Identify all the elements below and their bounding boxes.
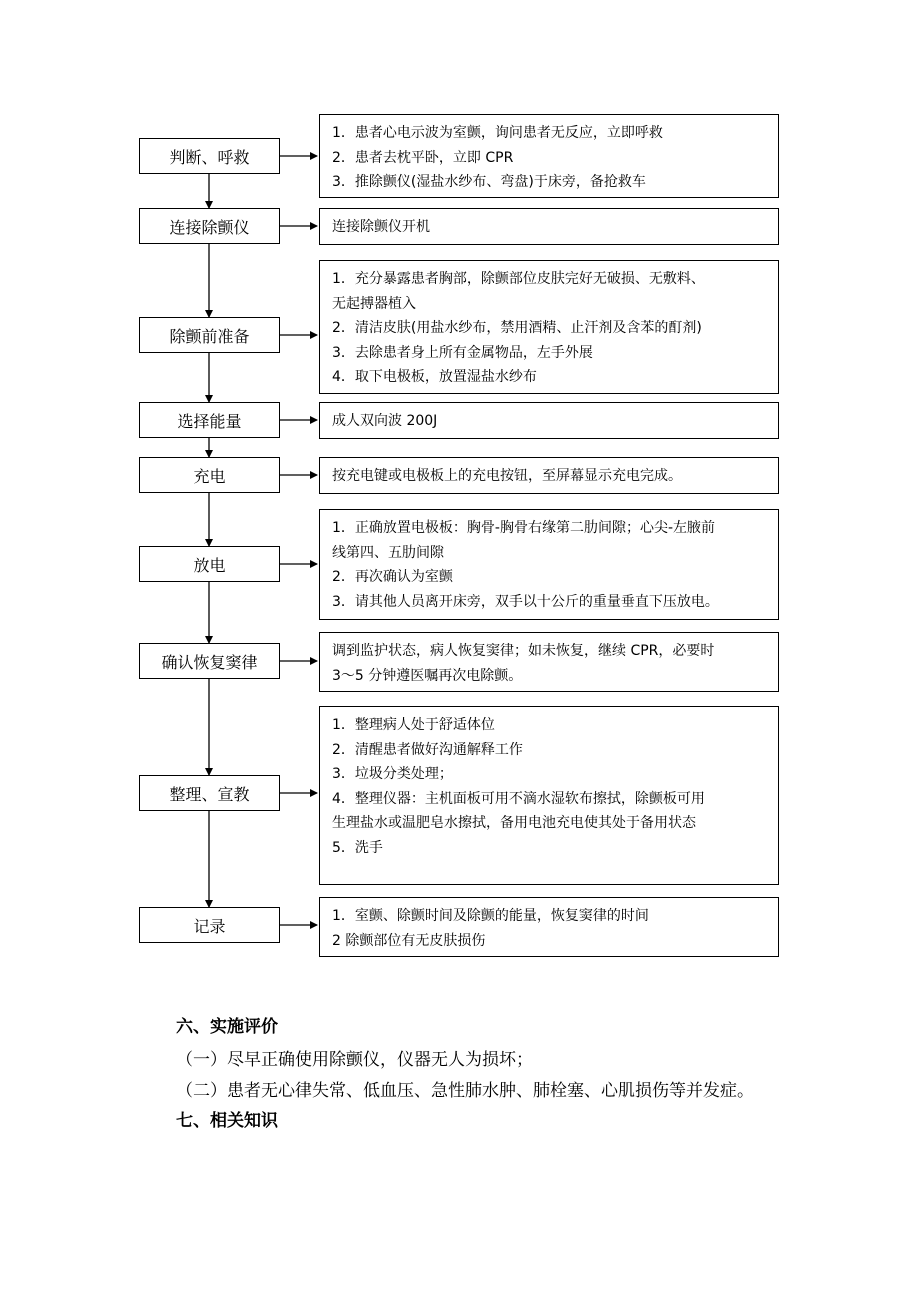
step-box-connect-defibrillator: 连接除颤仪 <box>139 208 280 244</box>
detail-line: 线第四、五肋间隙 <box>332 544 444 561</box>
detail-line: 连接除颤仪开机 <box>332 219 430 235</box>
detail-line: 4．取下电极板，放置湿盐水纱布 <box>332 369 537 385</box>
detail-line: 生理盐水或温肥皂水擦拭，备用电池充电使其处于备用状态 <box>332 815 696 831</box>
detail-box-connect-defibrillator <box>319 208 779 245</box>
detail-box-charge <box>319 457 779 494</box>
step-box-record: 记录 <box>139 907 280 943</box>
detail-line: 2．清洁皮肤(用盐水纱布，禁用酒精、止汗剂及含苯的酊剂) <box>332 320 702 336</box>
detail-line: 调到监护状态，病人恢复窦律；如未恢复，继续 CPR，必要时 <box>332 643 715 659</box>
detail-line: 2．清醒患者做好沟通解释工作 <box>332 741 523 758</box>
detail-line: 3．垃圾分类处理； <box>332 766 453 782</box>
detail-line: 1．整理病人处于舒适体位 <box>332 717 495 733</box>
detail-line: 5．洗手 <box>332 839 383 856</box>
detail-line: 1．室颤、除颤时间及除颤的能量，恢复窦律的时间 <box>332 908 649 924</box>
detail-box-pre-defibrillation <box>319 260 779 394</box>
section-6-item-2: （二）患者无心律失常、低血压、急性肺水肿、肺栓塞、心肌损伤等并发症。 <box>176 1081 754 1101</box>
detail-line: 4．整理仪器：主机面板可用不滴水湿软布擦拭，除颤板可用 <box>332 790 705 807</box>
step-box-select-energy: 选择能量 <box>139 402 280 438</box>
detail-line: 1．患者心电示波为室颤，询问患者无反应，立即呼救 <box>332 125 663 141</box>
detail-line: 按充电键或电极板上的充电按钮，至屏幕显示充电完成。 <box>332 468 682 484</box>
step-box-pre-defibrillation: 除颤前准备 <box>139 317 280 353</box>
detail-line: 2．患者去枕平卧，立即 CPR <box>332 149 514 166</box>
detail-line: 成人双向波 200J <box>332 413 438 429</box>
detail-line: 3．去除患者身上所有金属物品，左手外展 <box>332 344 593 361</box>
detail-line: 3．请其他人员离开床旁，双手以十公斤的重量垂直下压放电。 <box>332 593 719 610</box>
detail-box-discharge <box>319 509 779 620</box>
detail-line: 无起搏器植入 <box>332 295 416 312</box>
detail-box-record <box>319 897 779 957</box>
detail-line: 2 除颤部位有无皮肤损伤 <box>332 932 486 949</box>
step-box-discharge: 放电 <box>139 546 280 582</box>
detail-line: 1．正确放置电极板：胸骨-胸骨右缘第二肋间隙；心尖-左腋前 <box>332 520 716 536</box>
detail-box-select-energy <box>319 402 779 439</box>
detail-line: 3．推除颤仪(湿盐水纱布、弯盘)于床旁，备抢救车 <box>332 174 646 190</box>
section-6-heading: 六、实施评价 <box>176 1017 278 1037</box>
detail-line: 3～5 分钟遵医嘱再次电除颤。 <box>332 667 523 684</box>
detail-box-tidy-education <box>319 706 779 885</box>
step-box-tidy-education: 整理、宣教 <box>139 775 280 811</box>
step-box-confirm-sinus-rhythm: 确认恢复窦律 <box>139 643 280 679</box>
section-7-heading: 七、相关知识 <box>176 1111 278 1131</box>
detail-line: 2．再次确认为室颤 <box>332 569 453 585</box>
step-box-charge: 充电 <box>139 457 280 493</box>
detail-box-confirm-sinus-rhythm <box>319 632 779 692</box>
detail-line: 1．充分暴露患者胸部，除颤部位皮肤完好无破损、无敷料、 <box>332 271 705 287</box>
detail-box-judge-call <box>319 114 779 198</box>
section-6-item-1: （一）尽早正确使用除颤仪，仪器无人为损坏； <box>176 1050 533 1070</box>
step-box-judge-call: 判断、呼救 <box>139 138 280 174</box>
